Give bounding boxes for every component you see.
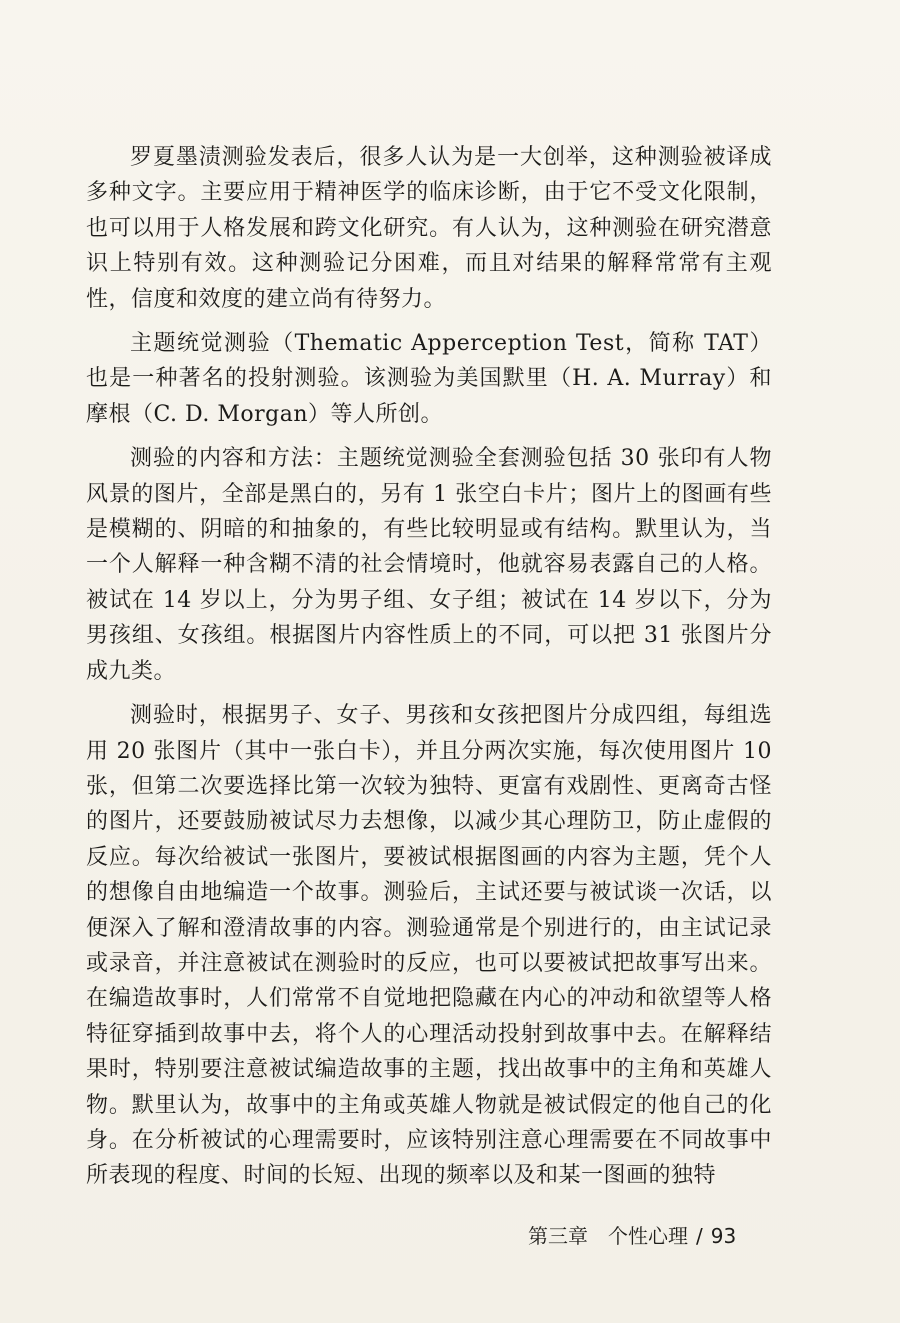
footer-separator: /	[696, 1224, 703, 1248]
paragraph-tat-procedure: 测验时，根据男子、女子、男孩和女孩把图片分成四组，每组选用 20 张图片（其中一张白卡），并且分两次实施，每次使用图片 10 张，但第二次要选择比第一次较为独特、更富有戏剧性、更离奇古怪的图片，还要鼓励被试尽力去想像，以减少其心理防卫，防止虚假的反应。每次给被试一张图片，要被试根据图画的内容为主题，凭个人的想像自由地编造一个故事。测验后，主试还要与被试谈一次话，以便深入了解和澄清故事的内容。测验通常是个别进行的，由主试记录或录音，并注意被试在测验时的反应，也可以要被试把故事写出来。在编造故事时，人们常常不自觉地把隐藏在内心的冲动和欲望等人格特征穿插到故事中去，将个人的心理活动投射到故事中去。在解释结果时，特别要注意被试编造故事的主题，找出故事中的主角和英雄人物。默里认为，故事中的主角或英雄人物就是被试假定的他自己的化身。在分析被试的心理需要时，应该特别注意心理需要在不同故事中所表现的程度、时间的长短、出现的频率以及和某一图画的独特	[86, 703, 772, 1189]
page-body	[86, 140, 772, 1203]
page-footer	[528, 1220, 768, 1250]
paragraph-tat-content-method: 测验的内容和方法：主题统觉测验全套测验包括 30 张印有人物风景的图片，全部是黑白的，另有 1 张空白卡片；图片上的图画有些是模糊的、阴暗的和抽象的，有些比较明显或有结构。默里认为，当一个人解释一种含糊不清的社会情境时，他就容易表露自己的人格。被试在 14 岁以上，分为男子组、女子组；被试在 14 岁以下，分为男孩组、女孩组。根据图片内容性质上的不同，可以把 31 张图片分成九类。	[86, 446, 772, 684]
footer-chapter-title: 个性心理	[608, 1224, 688, 1248]
paragraph-tat-intro: 主题统觉测验（Thematic Apperception Test，简称 TAT）也是一种著名的投射测验。该测验为美国默里（H. A. Murray）和摩根（C. D. Morgan）等人所创。	[86, 331, 772, 427]
page-number: 93	[710, 1224, 737, 1248]
footer-chapter: 第三章	[528, 1224, 588, 1248]
paragraph-rorschach-summary: 罗夏墨渍测验发表后，很多人认为是一大创举，这种测验被译成多种文字。主要应用于精神医学的临床诊断，由于它不受文化限制，也可以用于人格发展和跨文化研究。有人认为，这种测验在研究潜意识上特别有效。这种测验记分困难，而且对结果的解释常常有主观性，信度和效度的建立尚有待努力。	[86, 145, 772, 312]
